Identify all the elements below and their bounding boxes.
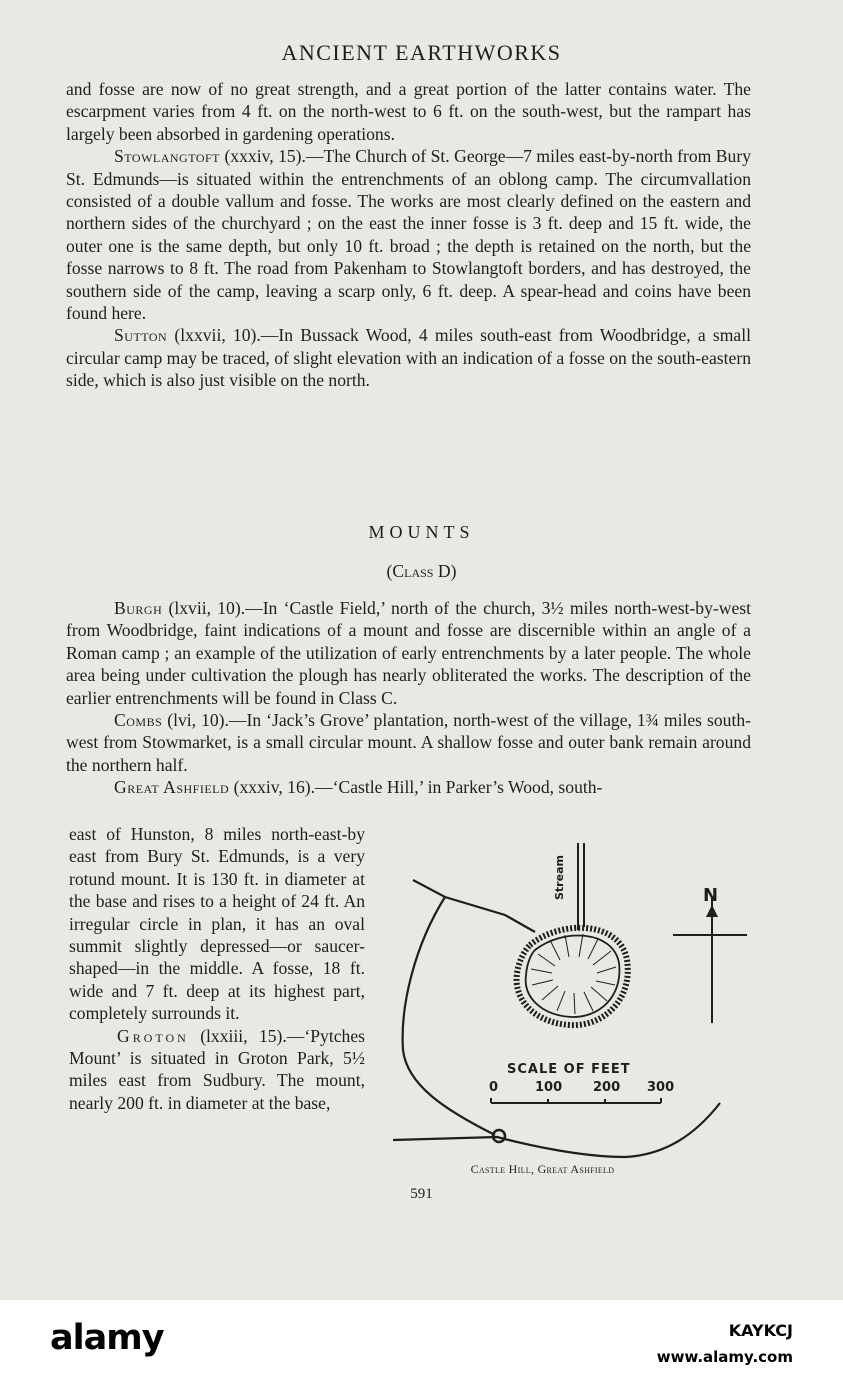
great-ashfield-continued: east of Hunston, 8 miles north-east-by east from Bury St. Edmunds, is a very rotund mount. It is 130 ft. in diameter at the base and rises to a height of 24 ft. An irregular circle in plan, it has an oval summit slightly depressed—or saucer-shaped—in the middle. A fosse, 18 ft. wide and 7 ft. deep at its highest part, completely surrounds it. bbox=[69, 824, 365, 1024]
boundary-west bbox=[403, 897, 495, 1135]
sutton-body: (lxxvii, 10).—In Bussack Wood, 4 miles south-east from Woodbridge, a small circular camp may be traced, of slight elevation with an indication of a fosse on the south-eastern side, which is also just visible on the north. bbox=[66, 325, 751, 391]
scale-tick-100: 100 bbox=[535, 1080, 563, 1095]
place-name-combs: Combs bbox=[114, 710, 163, 731]
place-name-sutton: Sutton bbox=[114, 325, 168, 346]
paragraph-sutton bbox=[66, 324, 751, 391]
figure-caption: Castle Hill, Great Ashfield bbox=[470, 1162, 615, 1176]
combs-body: (lvi, 10).—In ‘Jack’s Grove’ plantation, north-west of the village, 1¾ miles south-west from Stowmarket, is a small circular mount. A shallow fosse and outer bank remain around the northern half. bbox=[66, 710, 751, 775]
boundary-south bbox=[393, 1103, 720, 1157]
north-label: N bbox=[703, 885, 719, 906]
scale-tick-0: 0 bbox=[489, 1080, 499, 1095]
mounts-text-block bbox=[66, 597, 751, 799]
paragraph-burgh bbox=[66, 597, 751, 709]
section-title: MOUNTS bbox=[368, 522, 475, 542]
place-name-great-ashfield: Great Ashfield bbox=[114, 777, 230, 798]
mount-hachures bbox=[531, 934, 616, 1014]
place-name-stowlangtoft: Stowlangtoft bbox=[114, 146, 221, 167]
place-name-burgh: Burgh bbox=[114, 598, 163, 618]
image-id: KAYKCJ bbox=[728, 1321, 793, 1340]
scale-tick-200: 200 bbox=[593, 1080, 621, 1095]
paragraph-combs bbox=[66, 709, 751, 776]
top-text-block bbox=[66, 78, 751, 392]
north-arrow-head bbox=[706, 905, 718, 917]
left-column-text bbox=[69, 823, 365, 1114]
mount-outer-ring bbox=[517, 928, 628, 1025]
mount-summit-edge bbox=[526, 935, 620, 1017]
paragraph-groton bbox=[69, 1025, 365, 1115]
stowlangtoft-body: (xxxiv, 15).—The Church of St. George—7 miles east-by-north from Bury St. Edmunds—is situated within the entrenchments of an oblong camp. The circumvallation consisted of a double vallum and fosse. The works are most clearly defined on the eastern and northern sides of the churchyard ; on the east the inner fosse is 3 ft. deep and 15 ft. wide, the outer one is the same depth, but only 10 ft. broad ; the depth is retained on the north, but the fosse narrows to 8 ft. The road from Pakenham to Stowlangtoft borders, and has destroyed, the southern side of the camp, leaving a scarp only, 6 ft. deep. A spear-head and coins have been found here. bbox=[66, 146, 751, 324]
class-label: (Class D) bbox=[386, 561, 457, 581]
scale-title: SCALE OF FEET bbox=[507, 1062, 631, 1077]
place-name-groton: Groton bbox=[117, 1025, 189, 1046]
paragraph-stowlangtoft bbox=[66, 145, 751, 324]
page-number: 591 bbox=[410, 1186, 433, 1202]
alamy-logo: alamy bbox=[50, 1318, 164, 1358]
paragraph-great-ashfield bbox=[66, 776, 751, 798]
watermark-url: www.alamy.com bbox=[656, 1348, 793, 1366]
great-ashfield-body: (xxxiv, 16).—‘Castle Hill,’ in Parker’s Wood, south- bbox=[229, 777, 603, 798]
burgh-body: (lxvii, 10).—In ‘Castle Field,’ north of the church, 3½ miles north-west-by-west from Woodbridge, faint indications of a mount and fosse are discernible within an angle of a Roman camp ; an example of the utilization of early entrenchments by a later people. The whole area being under cultivation the plough has nearly obliterated the works. The description of the earlier entrenchments will be found in Class C. bbox=[66, 598, 751, 708]
scale-tick-300: 300 bbox=[647, 1080, 675, 1095]
stream-label: Stream bbox=[553, 855, 566, 900]
groton-body: (lxxiii, 15).—‘Pytches Mount’ is situated in Groton Park, 5½ miles east from Sudbury. The mount, nearly 200 ft. in diameter at the base, bbox=[69, 1025, 365, 1113]
castle-hill-plan-figure bbox=[385, 835, 760, 1170]
running-head: ANCIENT EARTHWORKS bbox=[281, 40, 562, 65]
paragraph-continued: and fosse are now of no great strength, and a great portion of the latter contains water. The escarpment varies from 4 ft. on the north-west to 6 ft. on the south-west, but the rampart has largely been absorbed in gardening operations. bbox=[66, 79, 751, 144]
